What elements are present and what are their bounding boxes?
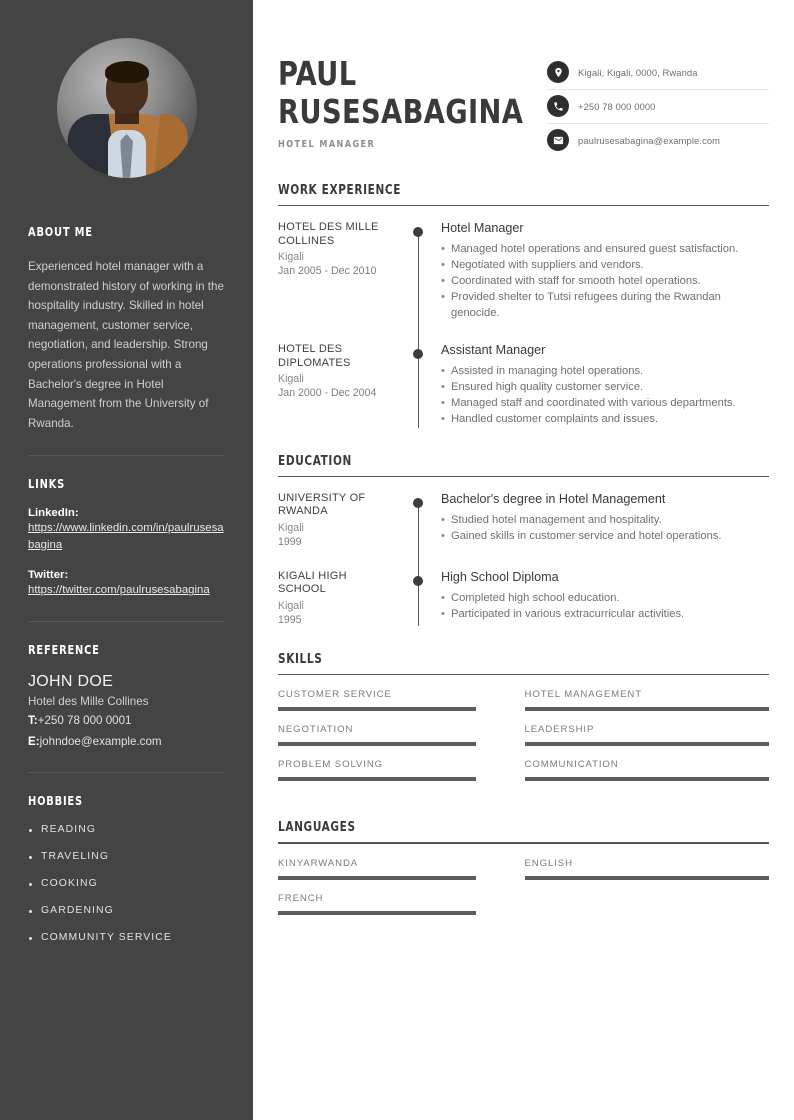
entry-location: Kigali [278,373,304,386]
work-experience-timeline [278,221,769,427]
bullet: • Participated in various extracurricular activities. [441,607,769,623]
entry-detail [406,221,769,321]
skill-bar-track [525,707,770,711]
skill-label: HOTEL MANAGEMENT [524,689,642,701]
reference-heading: REFERENCE [28,641,100,657]
skill-item [278,689,524,711]
entry-detail [406,343,769,427]
entry-bullets [441,364,769,427]
languages-section [278,820,769,927]
contact-row-phone [547,89,769,123]
list-item: GARDENING [28,905,225,916]
entry-title: Hotel Manager [441,221,524,236]
entry-meta [278,570,406,626]
skill-item [278,759,524,781]
hobbies-section [28,793,225,943]
entry-location: Kigali [278,251,304,264]
language-label: ENGLISH [524,857,573,869]
list-item: READING [28,824,225,835]
list-item: COOKING [28,878,225,889]
bullet: • Assisted in managing hotel operations. [441,364,769,380]
entry-bullets [441,591,769,623]
hobbies-heading: HOBBIES [28,792,83,808]
skill-bar-track [278,777,476,781]
education-entry [278,492,769,570]
skill-item [524,759,770,781]
reference-section [28,642,225,750]
language-bar-fill [525,876,770,880]
language-bar-fill [278,911,476,915]
skills-heading: SKILLS [278,651,323,667]
job-role: HOTEL MANAGER [278,139,376,150]
work-experience-heading: WORK EXPERIENCE [278,183,402,198]
education-heading: EDUCATION [278,453,352,469]
link-url-linkedin[interactable]: https://www.linkedin.com/in/paulrusesabagina [28,522,224,551]
section-rule [278,476,769,477]
link-item-twitter [28,569,225,599]
skill-bar-track [278,707,476,711]
link-item-linkedin [28,507,225,553]
entry-detail [406,492,769,548]
sidebar [0,0,253,1120]
language-bar-track [278,911,476,915]
entry-location: Kigali [278,521,304,534]
language-item [278,893,524,915]
envelope-icon [547,129,569,151]
bullet: • Ensured high quality customer service. [441,380,769,396]
section-rule [278,205,769,206]
language-bar-track [525,876,770,880]
skill-item [278,724,524,746]
skill-bar-fill [525,742,770,746]
location-pin-icon [547,61,569,83]
language-bar-track [278,876,476,880]
entry-title: Assistant Manager [441,343,546,358]
skills-section [278,652,769,794]
language-label: FRENCH [278,892,324,904]
entry-organization: HOTEL DES DIPLOMATES [278,343,351,369]
work-entry [278,221,769,343]
skill-bar-fill [525,777,770,781]
sidebar-divider-2 [28,621,225,622]
photo-container [28,38,225,178]
entry-location: Kigali [278,599,304,612]
entry-organization: KIGALI HIGH SCHOOL [278,569,347,596]
list-item: TRAVELING [28,851,225,862]
entry-title: High School Diploma [441,569,559,584]
reference-organization: Hotel des Mille Collines [28,694,149,708]
education-entry [278,570,769,626]
entry-date: Jan 2005 - Dec 2010 [278,265,377,278]
entry-date: 1999 [278,535,302,548]
contact-row-address [547,56,769,89]
skill-bar-track [278,742,476,746]
contact-block [547,44,769,157]
entry-meta [278,492,406,548]
contact-email: paulrusesabagina@example.com [578,134,721,146]
last-name: RUSESABAGINA [278,92,524,131]
entry-title: Bachelor's degree in Hotel Management [441,491,666,506]
entry-date: Jan 2000 - Dec 2004 [278,387,377,400]
link-label: LinkedIn: [28,507,79,520]
links-heading: LINKS [28,476,66,492]
entry-bullets [441,242,769,321]
bullet: • Managed hotel operations and ensured guest satisfaction. [441,242,769,258]
section-rule [278,674,769,675]
reference-phone-prefix: T: [28,713,38,727]
work-entry [278,343,769,427]
avatar [57,38,197,178]
name-block [278,44,545,150]
entry-meta [278,221,406,321]
resume-header [278,44,769,157]
bullet: • Negotiated with suppliers and vendors. [441,258,769,274]
bullet: • Studied hotel management and hospitality. [441,513,769,529]
page-title [278,54,524,131]
bullet: • Handled customer complaints and issues. [441,412,769,428]
links-section [28,476,225,599]
skill-bar-fill [525,707,770,711]
link-url-twitter[interactable]: https://twitter.com/paulrusesabagina [28,584,210,597]
entry-detail [406,570,769,626]
about-section [28,224,225,433]
language-item [524,858,770,880]
skill-item [524,689,770,711]
skill-label: COMMUNICATION [524,759,619,771]
list-item: COMMUNITY SERVICE [28,932,225,943]
entry-bullets [441,513,769,545]
bullet: • Completed high school education. [441,591,769,607]
contact-address: Kigali, Kigali, 0000, Rwanda [578,66,698,78]
language-bar-fill [278,876,476,880]
languages-grid [278,858,769,928]
main-content [253,0,794,1120]
portrait-jacket-right [153,114,190,178]
about-text: Experienced hotel manager with a demonstrated history of working in the hospitality industry. Skilled in hotel management, customer service, negotiation, and leadership. Strong operations professional with a Bachelor's degree in Hotel Management from the University of Rwanda. [28,260,224,430]
bullet: • Managed staff and coordinated with various departments. [441,396,769,412]
education-section [278,454,769,626]
sidebar-divider-3 [28,772,225,773]
entry-organization: HOTEL DES MILLE COLLINES [278,221,379,247]
bullet: • Gained skills in customer service and hotel operations. [441,529,769,545]
skills-grid [278,689,769,794]
reference-name: JOHN DOE [28,672,114,690]
languages-heading: LANGUAGES [278,820,356,836]
first-name: PAUL [278,54,357,93]
skill-label: PROBLEM SOLVING [278,759,384,771]
reference-email-prefix: E: [28,734,40,748]
sidebar-divider-1 [28,455,225,456]
language-item [278,858,524,880]
contact-row-email [547,123,769,157]
portrait-hair [105,61,149,83]
entry-meta [278,343,406,427]
section-rule [278,842,769,843]
skill-bar-fill [278,777,476,781]
timeline-dot [413,498,423,508]
skill-label: NEGOTIATION [278,724,354,736]
skill-item [524,724,770,746]
contact-phone: +250 78 000 0000 [578,100,656,112]
reference-email-row [28,734,225,750]
skill-bar-fill [278,742,476,746]
reference-phone-row [28,713,225,729]
reference-email: johndoe@example.com [39,734,162,748]
bullet: • Provided shelter to Tutsi refugees during the Rwandan genocide. [441,290,769,322]
education-timeline [278,492,769,626]
entry-organization: UNIVERSITY OF RWANDA [278,491,366,518]
link-label: Twitter: [28,569,69,582]
hobbies-list [28,824,225,943]
skill-bar-track [525,742,770,746]
entry-date: 1995 [278,613,302,626]
bullet: • Coordinated with staff for smooth hotel operations. [441,274,769,290]
language-label: KINYARWANDA [278,857,359,869]
skill-label: CUSTOMER SERVICE [278,689,392,701]
skill-bar-fill [278,707,476,711]
skill-label: LEADERSHIP [524,724,595,736]
skill-bar-track [525,777,770,781]
phone-icon [547,95,569,117]
timeline-dot [413,576,423,586]
reference-phone: +250 78 000 0001 [37,713,132,727]
about-heading: ABOUT ME [28,224,93,239]
work-experience-section [278,183,769,428]
